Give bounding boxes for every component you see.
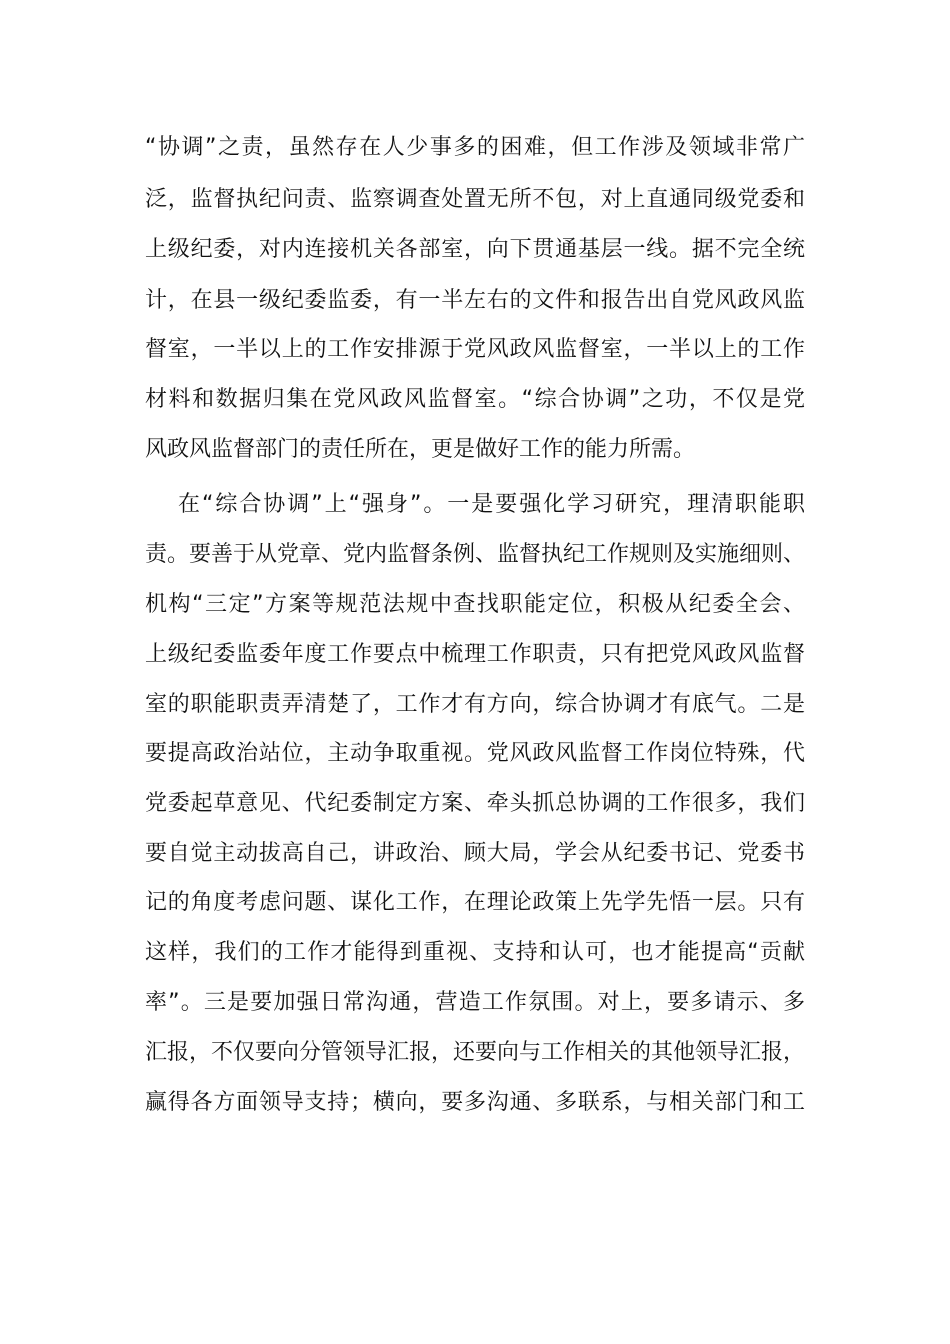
paragraph-1-line-2: 泛，监督执纪问责、监察调查处置无所不包，对上直通同级党委和 bbox=[145, 187, 805, 212]
paragraph-2-line-9: 记的角度考虑问题、谋化工作，在理论政策上先学先悟一层。只有 bbox=[145, 890, 805, 915]
paragraph-2-line-6: 要提高政治站位，主动争取重视。党风政风监督工作岗位特殊，代 bbox=[145, 741, 805, 766]
paragraph-2-line-8: 要自觉主动拔高自己，讲政治、顾大局，学会从纪委书记、党委书 bbox=[145, 841, 805, 866]
paragraph-2-line-10: 这样，我们的工作才能得到重视、支持和认可，也才能提高“贡献 bbox=[145, 940, 805, 965]
paragraph-2-line-12: 汇报，不仅要向分管领导汇报，还要向与工作相关的其他领导汇报， bbox=[145, 1040, 806, 1065]
paragraph-2-line-11: 率”。三是要加强日常沟通，营造工作氛围。对上，要多请示、多 bbox=[145, 990, 805, 1015]
paragraph-2-line-4: 上级纪委监委年度工作要点中梳理工作职责，只有把党风政风监督 bbox=[145, 642, 805, 667]
paragraph-2-line-1: 在“综合协调”上“强身”。一是要强化学习研究，理清职能职 bbox=[178, 492, 805, 517]
paragraph-2-line-5: 室的职能职责弄清楚了，工作才有方向，综合协调才有底气。二是 bbox=[145, 692, 805, 717]
paragraph-1-line-7: 风政风监督部门的责任所在，更是做好工作的能力所需。 bbox=[145, 437, 696, 462]
paragraph-2-line-7: 党委起草意见、代纪委制定方案、牵头抓总协调的工作很多，我们 bbox=[145, 791, 805, 816]
paragraph-2-line-2: 责。要善于从党章、党内监督条例、监督执纪工作规则及实施细则、 bbox=[145, 542, 806, 567]
paragraph-2-line-13: 赢得各方面领导支持；横向，要多沟通、多联系，与相关部门和工 bbox=[145, 1090, 805, 1115]
paragraph-1-line-6: 材料和数据归集在党风政风监督室。“综合协调”之功，不仅是党 bbox=[145, 387, 805, 412]
paragraph-1-line-5: 督室，一半以上的工作安排源于党风政风监督室，一半以上的工作 bbox=[145, 337, 805, 362]
paragraph-2-line-3: 机构“三定”方案等规范法规中查找职能定位，积极从纪委全会、 bbox=[145, 592, 805, 617]
paragraph-1-line-3: 上级纪委，对内连接机关各部室，向下贯通基层一线。据不完全统 bbox=[145, 237, 805, 262]
paragraph-1-line-4: 计，在县一级纪委监委，有一半左右的文件和报告出自党风政风监 bbox=[145, 288, 805, 313]
paragraph-1-line-1: “协调”之责，虽然存在人少事多的困难，但工作涉及领域非常广 bbox=[145, 135, 805, 160]
